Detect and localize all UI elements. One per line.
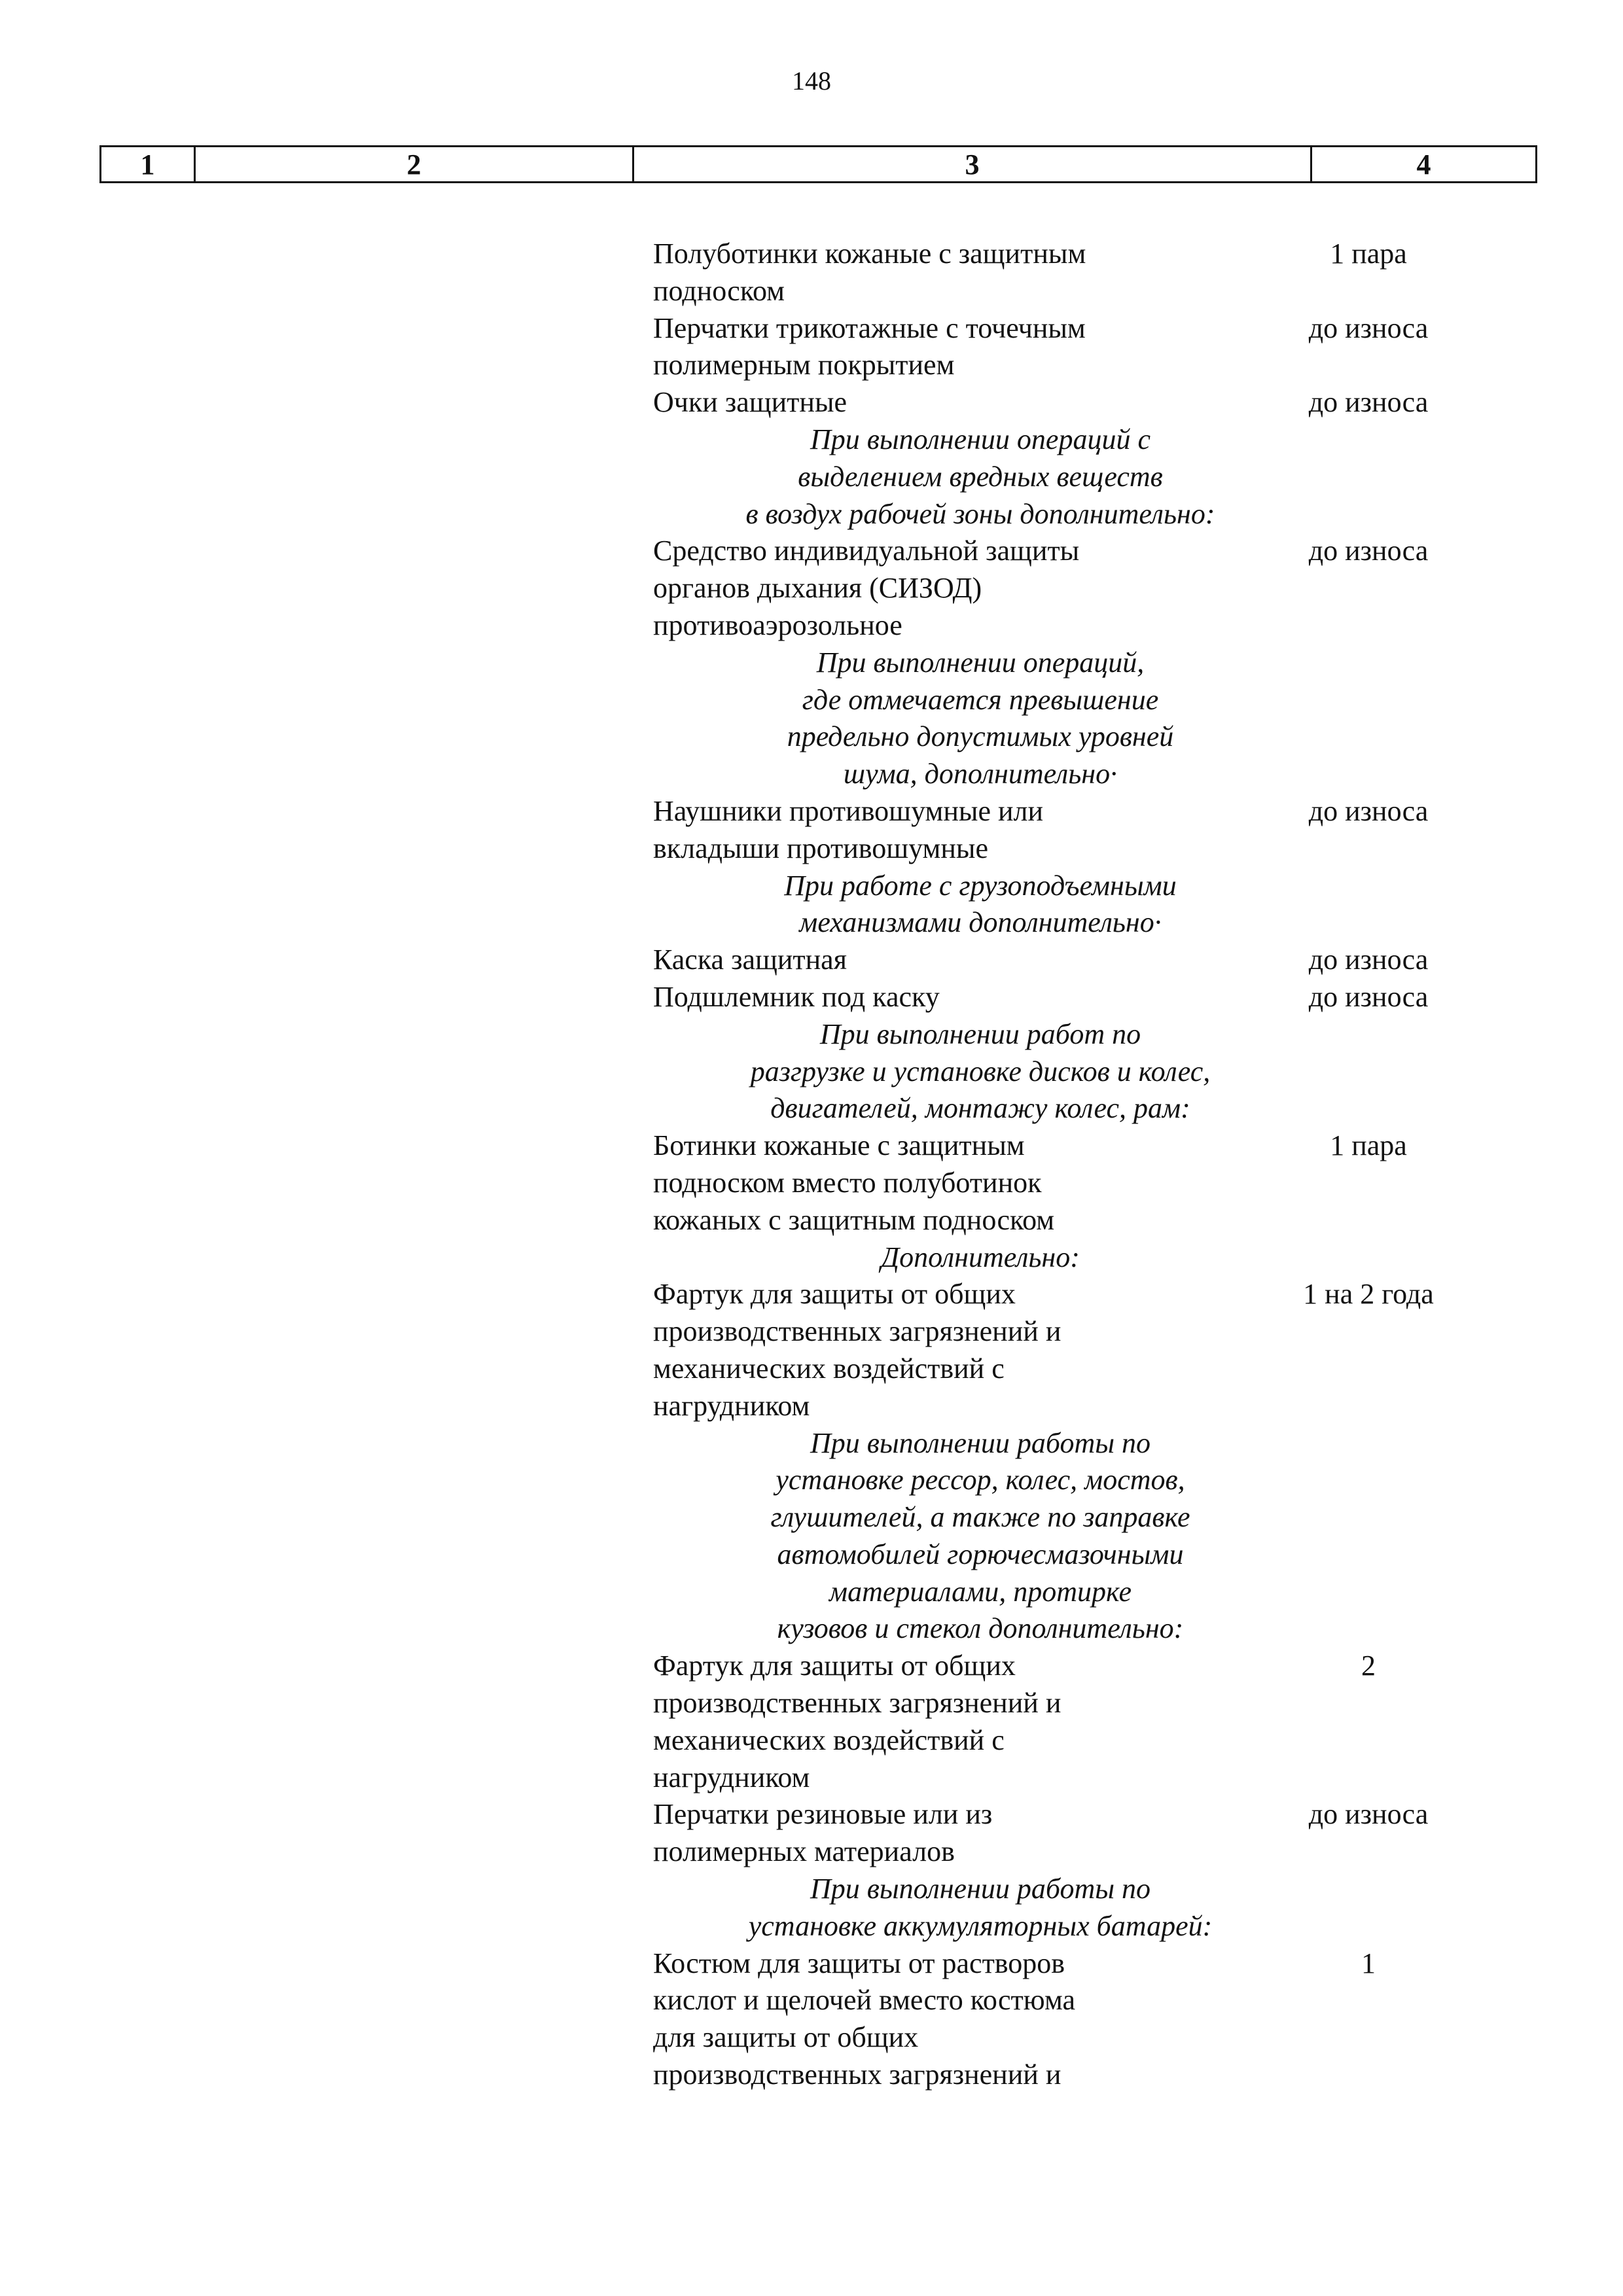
- item-quantity: 2: [1361, 1650, 1376, 1682]
- item-quantity: [1190, 570, 1537, 607]
- item-quantity: до износа: [1308, 386, 1429, 419]
- header-col-4: 4: [1416, 148, 1431, 181]
- condition-note: Дополнительно:: [881, 1241, 1080, 1273]
- table-row: [653, 942, 1537, 979]
- condition-note: в воздух рабочей зоны дополнительно:: [745, 497, 1215, 530]
- table-row: [653, 1165, 1537, 1202]
- table-row: [653, 2057, 1537, 2094]
- table-row: [653, 1982, 1537, 2019]
- table-header: [99, 145, 1537, 183]
- table-row: [653, 1759, 1537, 1797]
- item-quantity: [1190, 1313, 1537, 1351]
- table-row: [653, 1351, 1537, 1388]
- table-row: [653, 1388, 1537, 1425]
- item-quantity: 1 на 2 года: [1303, 1278, 1434, 1311]
- table-row: [653, 1833, 1537, 1871]
- table-row: [653, 607, 1537, 645]
- condition-note: материалами, протирке: [829, 1575, 1132, 1608]
- item-quantity: [1190, 273, 1537, 310]
- table-row: [653, 236, 1537, 273]
- item-quantity: [1190, 1982, 1537, 2019]
- item-name: полимерных материалов: [653, 1835, 955, 1868]
- table-row: [653, 1685, 1537, 1722]
- item-name: Перчатки резиновые или из: [653, 1798, 993, 1831]
- item-quantity: [1190, 830, 1537, 868]
- item-name: производственных загрязнений и: [653, 2058, 1061, 2091]
- table-row: [653, 1276, 1537, 1313]
- condition-note: При выполнении работ по: [819, 1017, 1141, 1050]
- item-name: производственных загрязнений и: [653, 1687, 1061, 1720]
- item-quantity: до износа: [1308, 794, 1429, 827]
- item-name: подноском: [653, 274, 785, 307]
- condition-note: При выполнении работы по: [810, 1426, 1151, 1459]
- item-name: органов дыхания (СИЗОД): [653, 572, 982, 605]
- item-quantity: до износа: [1308, 980, 1429, 1013]
- item-name: подноском вместо полуботинок: [653, 1166, 1042, 1199]
- table-row: [653, 979, 1537, 1016]
- item-name: кислот и щелочей вместо костюма: [653, 1984, 1076, 2017]
- condition-note: разгрузке и установке дисков и колес,: [750, 1055, 1211, 1087]
- table-row: [653, 1722, 1537, 1759]
- table-row: [653, 1945, 1537, 1983]
- item-name: нагрудником: [653, 1389, 810, 1422]
- item-quantity: [1190, 1165, 1537, 1202]
- condition-note: При выполнении операций с: [810, 423, 1150, 455]
- condition-note: предельно допустимых уровней: [787, 720, 1174, 753]
- item-name: механических воздействий с: [653, 1723, 1005, 1756]
- item-name: Фартук для защиты от общих: [653, 1650, 1016, 1682]
- table-row: [653, 1127, 1537, 1165]
- condition-note: механизмами дополнительно·: [799, 906, 1162, 939]
- item-name: кожаных с защитным подноском: [653, 1203, 1055, 1236]
- item-quantity: [1190, 1833, 1537, 1871]
- table-row: [653, 533, 1537, 570]
- item-name: противоаэрозольное: [653, 609, 902, 641]
- header-col-2: 2: [196, 147, 634, 181]
- item-name: полимерным покрытием: [653, 349, 955, 381]
- table-row: [653, 830, 1537, 868]
- item-name: Наушники противошумные или: [653, 794, 1044, 827]
- condition-note: При выполнении операций,: [816, 646, 1145, 679]
- table-row: [653, 1796, 1537, 1833]
- condition-note: где отмечается превышение: [802, 683, 1159, 716]
- item-quantity: 1 пара: [1330, 1129, 1407, 1162]
- table-body: [653, 236, 1537, 2094]
- item-quantity: [1190, 1722, 1537, 1759]
- item-quantity: [1190, 1388, 1537, 1425]
- item-name: Фартук для защиты от общих: [653, 1278, 1016, 1311]
- item-name: вкладыши противошумные: [653, 832, 989, 864]
- table-row: [653, 2019, 1537, 2057]
- condition-note: установке рессор, колес, мостов,: [776, 1464, 1185, 1496]
- item-name: производственных загрязнений и: [653, 1315, 1061, 1348]
- item-name: для защиты от общих: [653, 2021, 919, 2054]
- condition-note: двигателей, монтажу колес, рам:: [770, 1092, 1190, 1125]
- table-row: [653, 793, 1537, 830]
- page-number: 148: [792, 66, 831, 96]
- item-name: Очки защитные: [653, 386, 847, 419]
- table-row: [653, 570, 1537, 607]
- item-name: Каска защитная: [653, 944, 847, 976]
- condition-note: глушителей, а также по заправке: [770, 1501, 1190, 1534]
- item-name: Полуботинки кожаные с защитным: [653, 238, 1086, 270]
- condition-note: выделением вредных веществ: [798, 460, 1163, 493]
- item-quantity: [1190, 2057, 1537, 2094]
- header-col-3: 3: [634, 147, 1312, 181]
- item-name: Перчатки трикотажные с точечным: [653, 311, 1086, 344]
- item-name: Средство индивидуальной защиты: [653, 535, 1080, 567]
- item-name: Подшлемник под каску: [653, 980, 940, 1013]
- condition-note: При работе с грузоподъемными: [784, 869, 1177, 902]
- item-quantity: до износа: [1308, 1798, 1429, 1831]
- item-quantity: [1190, 607, 1537, 645]
- table-row: [653, 1202, 1537, 1239]
- item-quantity: [1190, 1759, 1537, 1797]
- item-name: Костюм для защиты от растворов: [653, 1947, 1065, 1979]
- item-name: Ботинки кожаные с защитным: [653, 1129, 1025, 1162]
- table-row: [653, 347, 1537, 384]
- item-quantity: [1190, 1202, 1537, 1239]
- condition-note: При выполнении работы по: [810, 1873, 1151, 1905]
- item-quantity: [1190, 1685, 1537, 1722]
- condition-note: шума, дополнительно·: [843, 758, 1118, 790]
- item-quantity: [1190, 347, 1537, 384]
- table-row: [653, 273, 1537, 310]
- item-name: нагрудником: [653, 1761, 810, 1793]
- item-quantity: 1: [1361, 1947, 1376, 1979]
- header-col-1: 1: [101, 147, 196, 181]
- table-row: [653, 1648, 1537, 1685]
- item-quantity: до износа: [1308, 944, 1429, 976]
- item-quantity: до износа: [1308, 311, 1429, 344]
- item-name: механических воздействий с: [653, 1352, 1005, 1385]
- item-quantity: 1 пара: [1330, 238, 1407, 270]
- item-quantity: [1190, 1351, 1537, 1388]
- table-row: [653, 1313, 1537, 1351]
- condition-note: установке аккумуляторных батарей:: [748, 1909, 1213, 1942]
- table-row: [653, 384, 1537, 421]
- condition-note: автомобилей горючесмазочными: [777, 1538, 1184, 1570]
- condition-note: кузовов и стекол дополнительно:: [777, 1612, 1184, 1645]
- item-quantity: [1190, 2019, 1537, 2057]
- item-quantity: до износа: [1308, 535, 1429, 567]
- table-row: [653, 310, 1537, 347]
